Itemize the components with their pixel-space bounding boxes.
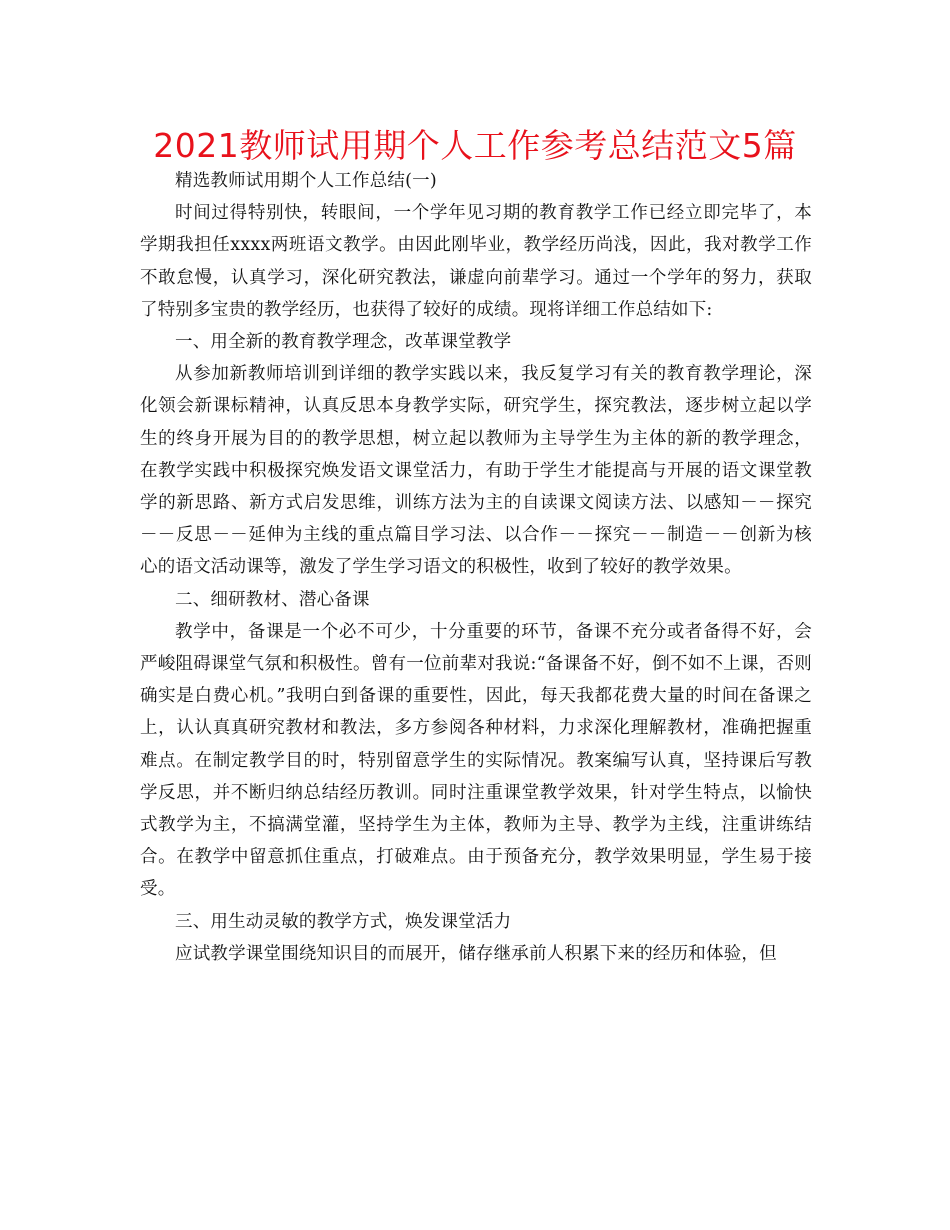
paragraph: 从参加新教师培训到详细的教学实践以来，我反复学习有关的教育教学理论，深化领会新课标精神，认真反思本身教学实际，研究学生，探究教法，逐步树立起以学生的终身开展为目的的教学思想，树立起以教师为主导学生为主体的新的教学理念，在教学实践中积极探究焕发语文课堂活力，有助于学生才能提高与开展的语文课堂教学的新思路、新方式启发思维，训练方法为主的自读课文阅读方法、以感知－－探究－－反思－－延伸为主线的重点篇目学习法、以合作－－探究－－制造－－创新为核心的语文活动课等，激发了学生学习语文的积极性，收到了较好的教学效果。: [140, 364, 812, 578]
section-heading: 精选教师试用期个人工作总结(一): [175, 171, 437, 191]
section-heading: 二、细研教材、潜心备课: [175, 589, 370, 610]
document-title: 2021教师试用期个人工作参考总结范文5篇: [153, 126, 797, 165]
document-body: [140, 165, 812, 970]
paragraph: 应试教学课堂围绕知识目的而展开，储存继承前人积累下来的经历和体验，但: [175, 943, 777, 964]
paragraph: 教学中，备课是一个必不可少，十分重要的环节，备课不充分或者备得不好，会严峻阻碍课堂气氛和积极性。曾有一位前辈对我说:“备课备不好，倒不如不上课，否则确实是白费心机。”我明白到备课的重要性，因此，每天我都花费大量的时间在备课之上，认认真真研究教材和教法，多方参阅各种材料，力求深化理解教材，准确把握重难点。在制定教学目的时，特别留意学生的实际情况。教案编写认真，坚持课后写教学反思，并不断归纳总结经历教训。同时注重课堂教学效果，针对学生特点，以愉快式教学为主，不搞满堂灌，坚持学生为主体，教师为主导、教学为主线，注重讲练结合。在教学中留意抓住重点，打破难点。由于预备充分，教学效果明显，学生易于接受。: [140, 621, 812, 900]
section-heading: 三、用生动灵敏的教学方式，焕发课堂活力: [175, 911, 512, 932]
paragraph: 时间过得特别快，转眼间，一个学年见习期的教育教学工作已经立即完毕了，本学期我担任xxxx两班语文教学。由因此刚毕业，教学经历尚浅，因此，我对教学工作不敢怠慢，认真学习，深化研究教法，谦虚向前辈学习。通过一个学年的努力，获取了特别多宝贵的教学经历，也获得了较好的成绩。现将详细工作总结如下:: [140, 203, 812, 320]
section-heading: 一、用全新的教育教学理念，改革课堂教学: [175, 332, 512, 353]
